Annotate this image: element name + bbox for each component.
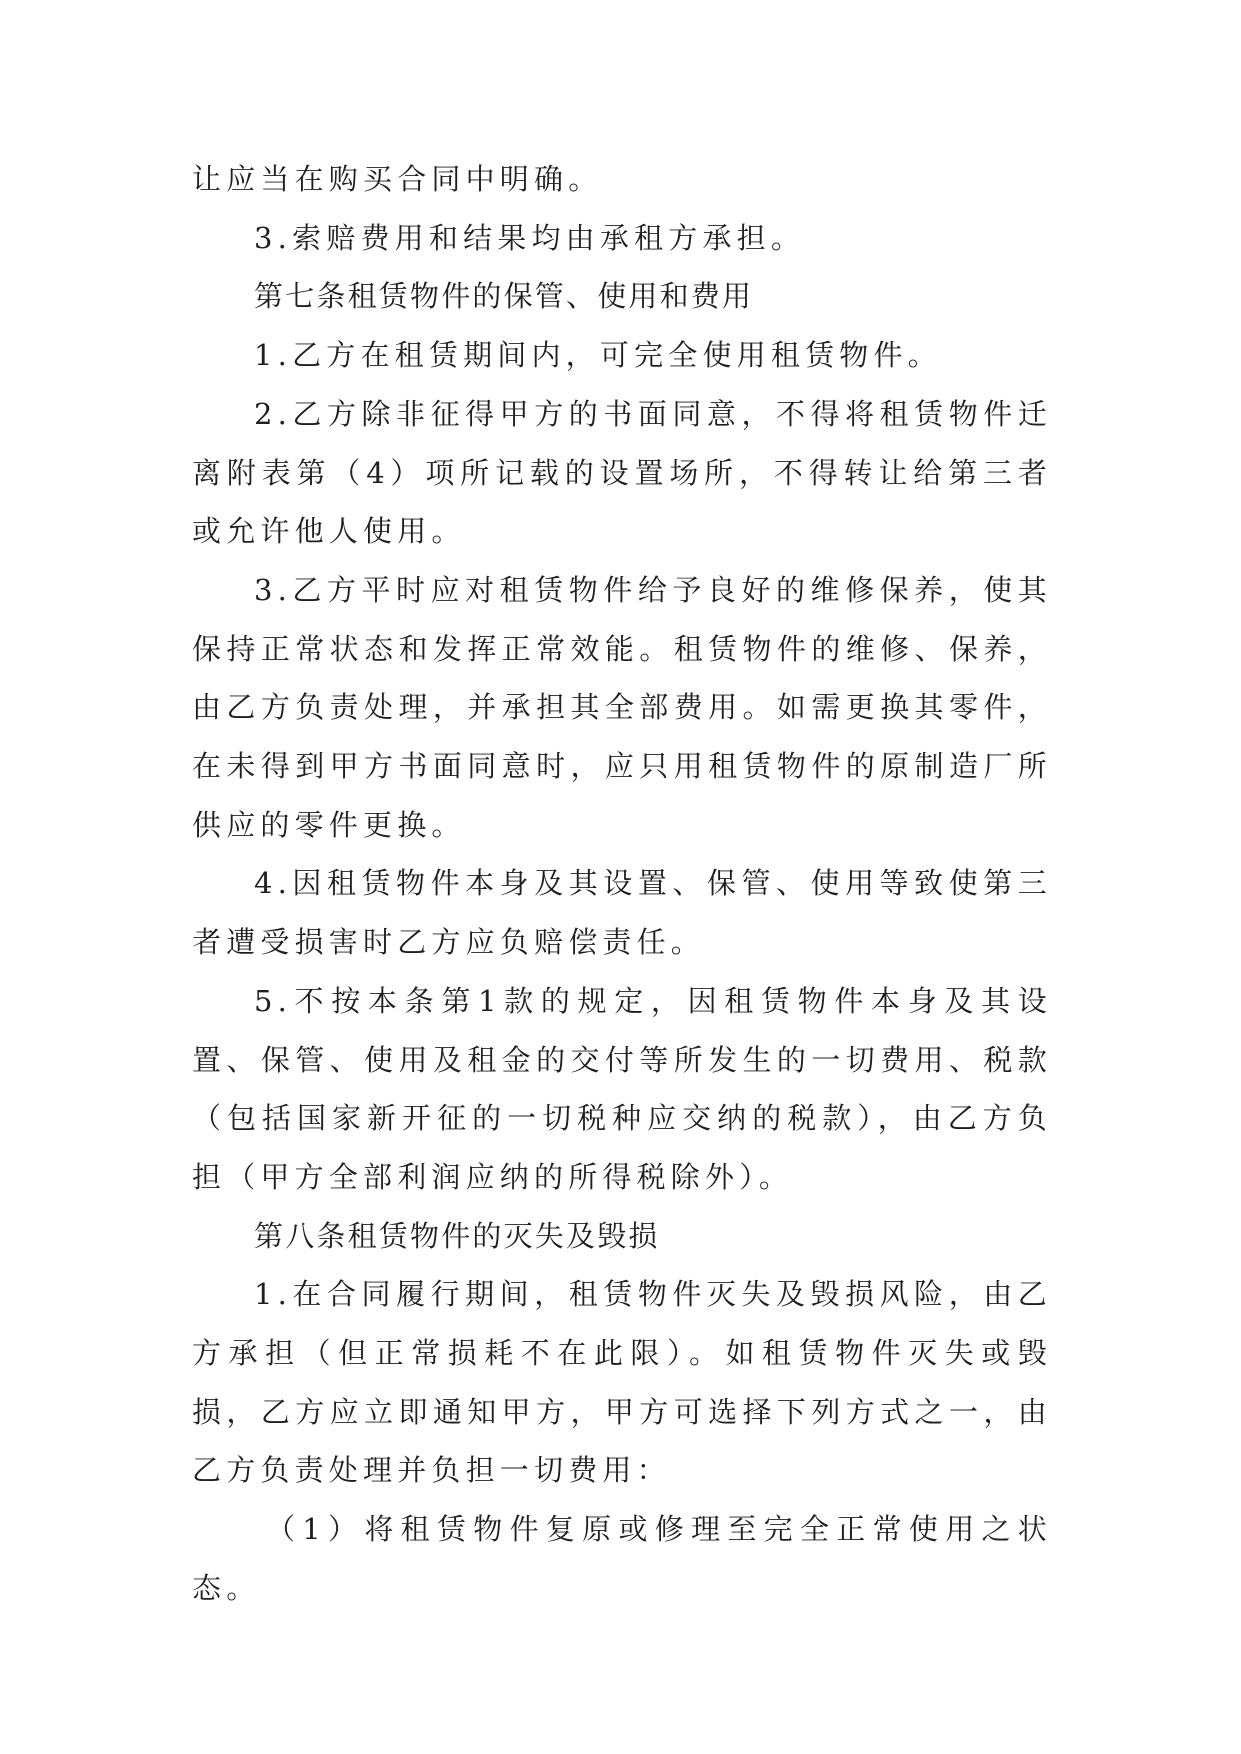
paragraph-clause-7-4: 4.因租赁物件本身及其设置、保管、使用等致使第三者遭受损害时乙方应负赔偿责任。 (192, 866, 1052, 960)
paragraph-clause-7-1: 1.乙方在租赁期间内，可完全使用租赁物件。 (254, 338, 942, 373)
document-body (192, 150, 1052, 1618)
article-8-heading: 第八条租赁物件的灭失及毁损 (254, 1218, 660, 1253)
paragraph-clause-7-2: 2.乙方除非征得甲方的书面同意，不得将租赁物件迁离附表第（4）项所记载的设置场所，不得转让给第三者或允许他人使用。 (192, 396, 1052, 549)
paragraph-clause-7-3: 3.乙方平时应对租赁物件给予良好的维修保养，使其保持正常状态和发挥正常效能。租赁物件的维修、保养，由乙方负责处理，并承担其全部费用。如需更换其零件，在未得到甲方书面同意时，应只用租赁物件的原制造厂所供应的零件更换。 (192, 572, 1052, 842)
paragraph-option-1: （1）将租赁物件复原或修理至完全正常使用之状态。 (192, 1512, 1052, 1605)
article-7-heading: 第七条租赁物件的保管、使用和费用 (254, 279, 754, 314)
paragraph-clause-7-5: 5.不按本条第1款的规定，因租赁物件本身及其设置、保管、使用及租金的交付等所发生的一切费用、税款（包括国家新开征的一切税种应交纳的税款），由乙方负担（甲方全部利润应纳的所得税除外）。 (192, 983, 1052, 1194)
paragraph-clause-8-1: 1.在合同履行期间，租赁物件灭失及毁损风险，由乙方承担（但正常损耗不在此限）。如租赁物件灭失或毁损，乙方应立即通知甲方，甲方可选择下列方式之一，由乙方负责处理并负担一切费用： (192, 1277, 1052, 1488)
paragraph-continuation: 让应当在购买合同中明确。 (192, 162, 603, 196)
paragraph-clause-6-3: 3.索赔费用和结果均由承租方承担。 (254, 220, 806, 255)
